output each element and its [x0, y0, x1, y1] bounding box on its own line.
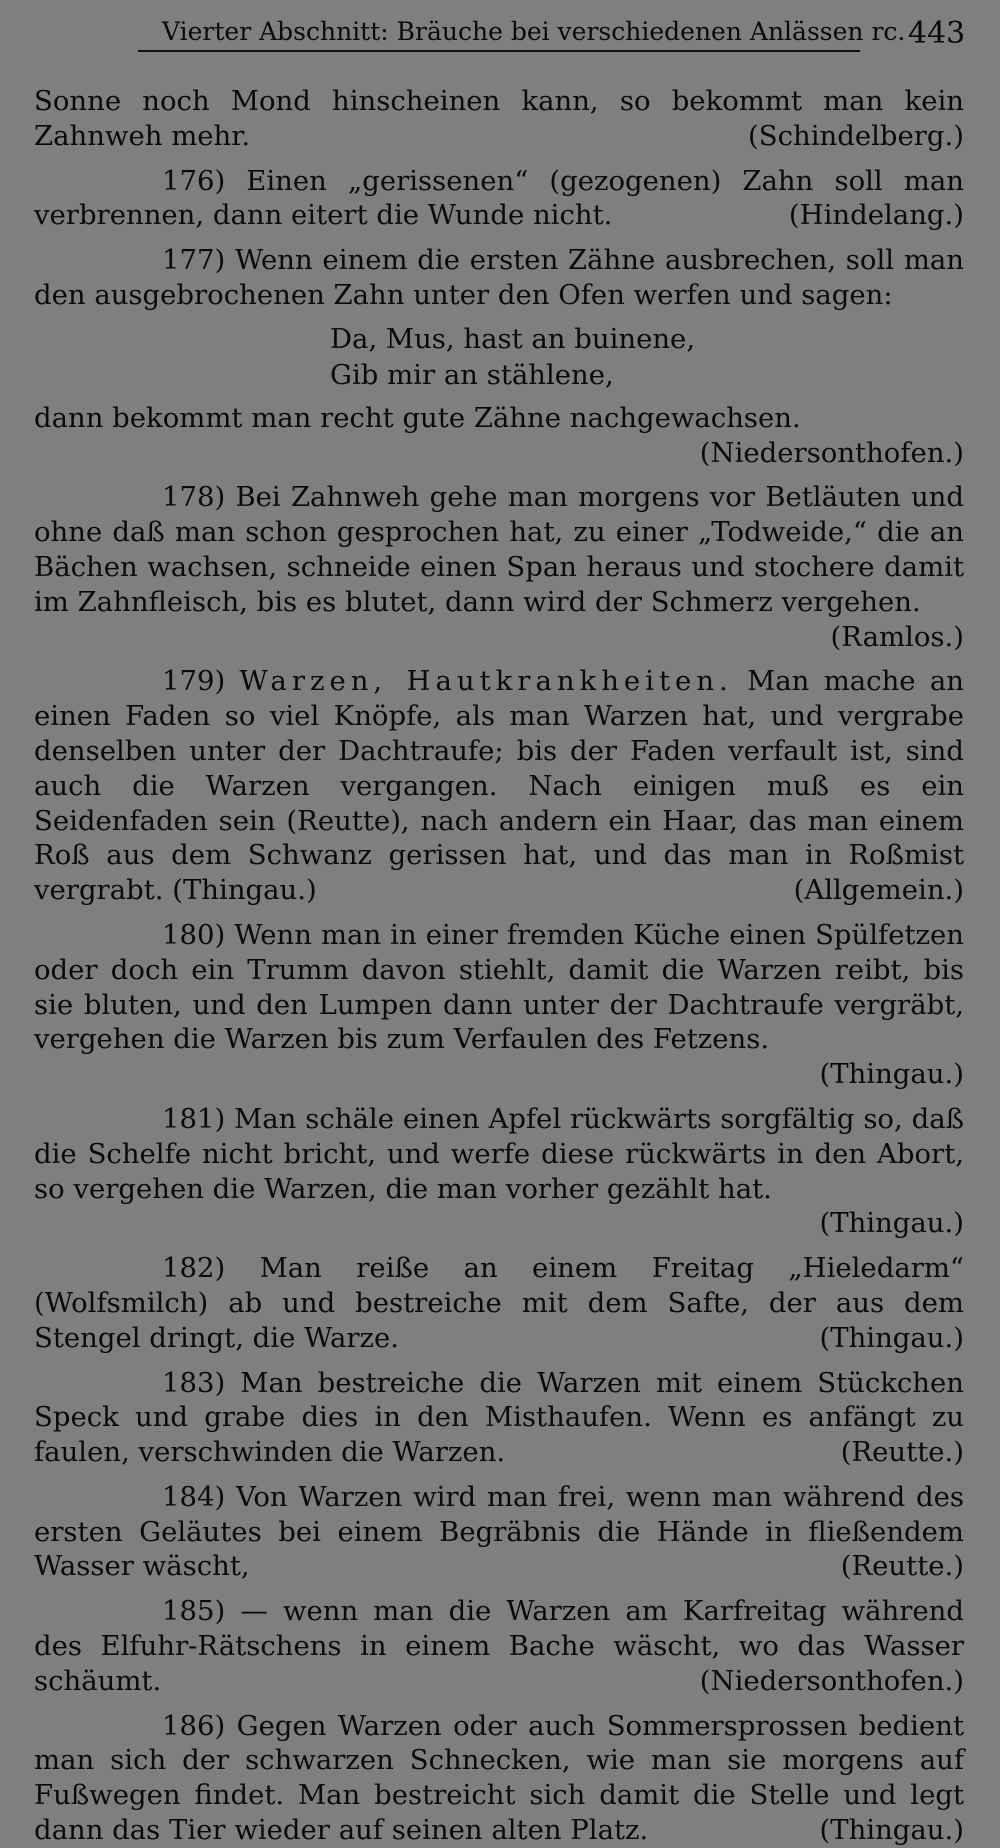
source-label: (Reutte.) — [840, 1550, 964, 1583]
running-header — [138, 14, 906, 52]
verse-line: Da, Mus, hast an buinene, — [330, 322, 696, 355]
entry-number: 179) — [162, 665, 226, 698]
entry-text: 185) — wenn man die Warzen am Karfreitag während des Elfuhr-Rätschens in einem Bache wäscht, wo das Wasser schäumt. — [34, 1595, 964, 1697]
source-label: (Hindelang.) — [788, 199, 964, 232]
entry-text: 182) Man reiße an einem Freitag „Hieledarm“ (Wolfsmilch) ab und bestreiche mit dem Safte, der aus dem Stengel dringt, die Warze. — [34, 1252, 964, 1354]
entry-text: 180) Wenn man in einer fremden Küche einen Spülfetzen oder doch ein Trumm davon stiehlt, damit die Warzen reibt, bis sie bluten, und den Lumpen dann unter der Dachtraufe vergräbt, vergehen die Warzen bis zum Verfaulen des Fetzens. — [34, 918, 964, 1056]
entry-183 — [34, 1366, 964, 1470]
source-label: (Schindelberg.) — [748, 119, 964, 152]
entry-text: Man mache an einen Faden so viel Knöpfe, als man Warzen hat, und vergrabe denselben unter der Dachtraufe; bis der Faden verfault ist, sind auch die Warzen vergangen. Nach einigen muß es ein Seidenfaden sein (Reutte), nach andern ein Haar, das man einem Roß aus dem Schwanz gerissen hat, und das man in Roßmist vergrabt. (Thingau.) — [34, 665, 964, 907]
entry-186 — [34, 1709, 964, 1848]
entry-text: Sonne noch Mond hinscheinen kann, so bekommt man kein Zahnweh mehr. — [34, 85, 964, 152]
entry-text: 181) Man schäle einen Apfel rückwärts sorgfältig so, daß die Schelfe nicht bricht, und werfe diese rückwärts in den Abort, so vergehen die Warzen, die man vorher gezählt hat. — [34, 1102, 964, 1205]
source-label: (Reutte.) — [840, 1436, 964, 1469]
source-label: (Ramlos.) — [830, 620, 964, 653]
body-text — [34, 84, 964, 1848]
entry-180 — [34, 918, 964, 1091]
verse-line: Gib mir an stählene, — [330, 358, 614, 391]
entry-182 — [34, 1251, 964, 1355]
section-heading: Warzen, Hautkrankheiten. — [239, 665, 733, 698]
entry-181 — [34, 1102, 964, 1240]
entry-text: 186) Gegen Warzen oder auch Sommersprossen bedient man sich der schwarzen Schnecken, wie man sie morgens auf Fußwegen findet. Man bestreicht sich damit die Stelle und legt dann das Tier wieder auf seinen alten Platz. — [34, 1709, 964, 1847]
entry-text: 178) Bei Zahnweh gehe man morgens vor Betläuten und ohne daß man schon gesprochen hat, zu einer „Todweide,“ die an Bächen wachsen, schneide einen Span heraus und stochere damit im Zahnfleisch, bis es blutet, dann wird der Schmerz vergehen. — [34, 481, 964, 618]
entry-176 — [34, 164, 964, 234]
source-label: (Allgemein.) — [793, 874, 964, 907]
source-label: (Niedersonthofen.) — [699, 1664, 964, 1697]
page-number: 443 — [908, 16, 966, 51]
entry-text: 177) Wenn einem die ersten Zähne ausbrechen, soll man den ausgebrochenen Zahn unter den Ofen werfen und sagen: — [34, 244, 964, 311]
source-label: (Thingau.) — [819, 1321, 964, 1354]
source-label: (Thingau.) — [819, 1058, 964, 1091]
entry-177 — [34, 243, 964, 313]
source-label: (Thingau.) — [819, 1207, 964, 1240]
header-title: Vierter Abschnitt: Bräuche bei verschiedenen Anlässen rc. — [162, 17, 906, 46]
entry-text: 176) Einen „gerissenen“ (gezogenen) Zahn soll man verbrennen, dann eitert die Wunde nicht. — [34, 164, 964, 232]
entry-text: dann bekommt man recht gute Zähne nachgewachsen. — [34, 401, 801, 434]
entry-178 — [34, 480, 964, 653]
entry-179 — [34, 664, 964, 908]
entry-185 — [34, 1594, 964, 1698]
entry-184 — [34, 1480, 964, 1584]
source-label: (Thingau.) — [819, 1814, 964, 1847]
source-label: (Niedersonthofen.) — [699, 436, 964, 469]
entry-text: 184) Von Warzen wird man frei, wenn man während des ersten Geläutes bei einem Begräbnis die Hände in fließendem Wasser wäscht, — [34, 1480, 964, 1583]
verse — [330, 321, 964, 393]
entry-text: 183) Man bestreiche die Warzen mit einem Stückchen Speck und grabe dies in den Misthaufen. Wenn es anfängt zu faulen, verschwinden die Warzen. — [34, 1366, 964, 1469]
entry-continued — [34, 84, 964, 154]
entry-177-continued — [34, 401, 964, 469]
